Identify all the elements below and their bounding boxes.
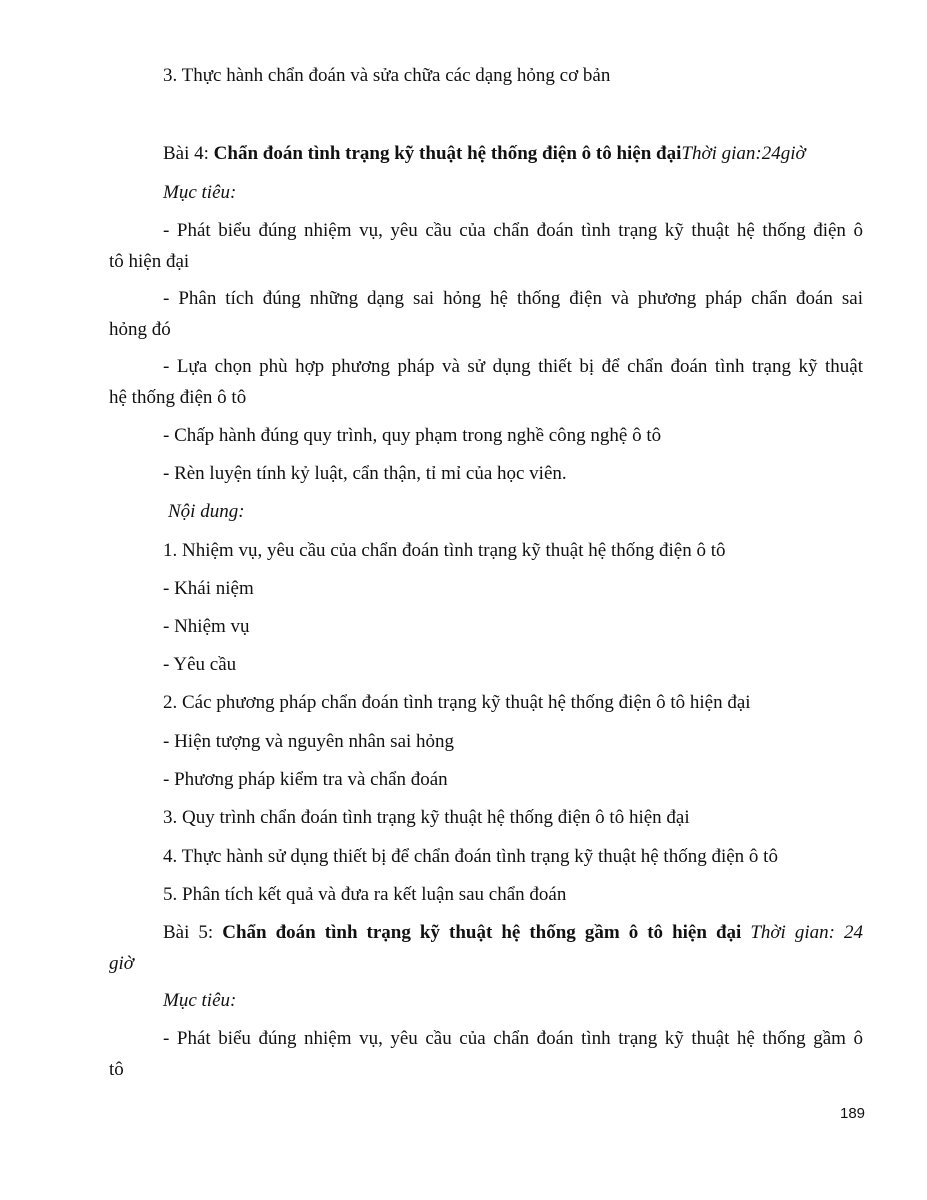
lesson-4-content-item-9: 4. Thực hành sử dụng thiết bị để chẩn đoán tình trạng kỹ thuật hệ thống điện ô tô bbox=[163, 846, 778, 867]
lesson-5-objectives-heading: Mục tiêu: bbox=[163, 990, 237, 1011]
lesson-4-objective-3-line-1: - Lựa chọn phù hợp phương pháp và sử dụng thiết bị để chẩn đoán tình trạng kỹ thuật bbox=[163, 356, 863, 377]
lesson-4-objective-4: - Chấp hành đúng quy trình, quy phạm trong nghề công nghệ ô tô bbox=[163, 425, 662, 446]
lesson-4-content-item-1: 1. Nhiệm vụ, yêu cầu của chẩn đoán tình trạng kỹ thuật hệ thống điện ô tô bbox=[163, 540, 726, 561]
lesson-4-time: Thời gian:24giờ bbox=[681, 143, 806, 164]
lesson-5-prefix: Bài 5: bbox=[163, 922, 223, 943]
lesson-4-content-heading: Nội dung: bbox=[168, 501, 245, 522]
lesson-4-content-item-8: 3. Quy trình chẩn đoán tình trạng kỹ thuật hệ thống điện ô tô hiện đại bbox=[163, 807, 690, 828]
lesson-4-content-item-4: - Yêu cầu bbox=[163, 654, 237, 675]
lesson-5-time-unit: giờ bbox=[109, 953, 134, 974]
lesson-4-content-item-6: - Hiện tượng và nguyên nhân sai hỏng bbox=[163, 731, 455, 752]
lesson-4-objective-1-line-2: tô hiện đại bbox=[109, 251, 190, 272]
lesson-4-objective-1-line-1: - Phát biểu đúng nhiệm vụ, yêu cầu của chẩn đoán tình trạng kỹ thuật hệ thống điện ô bbox=[163, 220, 863, 241]
lesson-4-prefix: Bài 4: bbox=[163, 143, 214, 164]
lesson-4-objective-2-line-1: - Phân tích đúng những dạng sai hỏng hệ thống điện và phương pháp chẩn đoán sai bbox=[163, 288, 863, 309]
lesson-5-time-word-1: Thời bbox=[750, 922, 786, 943]
lesson-5-title: Chẩn đoán tình trạng kỹ thuật hệ thống gầm ô tô hiện đại bbox=[222, 922, 742, 943]
lesson-4-title: Chẩn đoán tình trạng kỹ thuật hệ thống điện ô tô hiện đại bbox=[213, 143, 682, 164]
lesson-4-heading bbox=[163, 142, 806, 166]
lesson-4-objective-5: - Rèn luyện tính kỷ luật, cẩn thận, tỉ mỉ của học viên. bbox=[163, 463, 567, 484]
page-number: 189 bbox=[840, 1105, 866, 1122]
lesson-4-content-item-5: 2. Các phương pháp chẩn đoán tình trạng kỹ thuật hệ thống điện ô tô hiện đại bbox=[163, 692, 751, 713]
lesson-5-objective-1-line-2: tô bbox=[109, 1059, 124, 1080]
lesson-5-heading bbox=[163, 921, 863, 945]
lesson-4-objectives-heading: Mục tiêu: bbox=[163, 182, 237, 203]
lesson-5-time-word-2: gian: bbox=[794, 922, 835, 943]
lesson-5-objective-1-line-1: - Phát biểu đúng nhiệm vụ, yêu cầu của chẩn đoán tình trạng kỹ thuật hệ thống gầm ô bbox=[163, 1028, 863, 1049]
lesson-4-content-item-3: - Nhiệm vụ bbox=[163, 616, 250, 637]
content-item-top: 3. Thực hành chẩn đoán và sửa chữa các dạng hỏng cơ bản bbox=[163, 65, 611, 86]
lesson-4-content-item-7: - Phương pháp kiểm tra và chẩn đoán bbox=[163, 769, 448, 790]
lesson-4-content-item-10: 5. Phân tích kết quả và đưa ra kết luận sau chẩn đoán bbox=[163, 884, 567, 905]
lesson-5-time-value: 24 bbox=[844, 922, 864, 943]
lesson-4-objective-2-line-2: hỏng đó bbox=[109, 319, 171, 340]
lesson-4-objective-3-line-2: hệ thống điện ô tô bbox=[109, 387, 247, 408]
lesson-4-content-item-2: - Khái niệm bbox=[163, 578, 254, 599]
